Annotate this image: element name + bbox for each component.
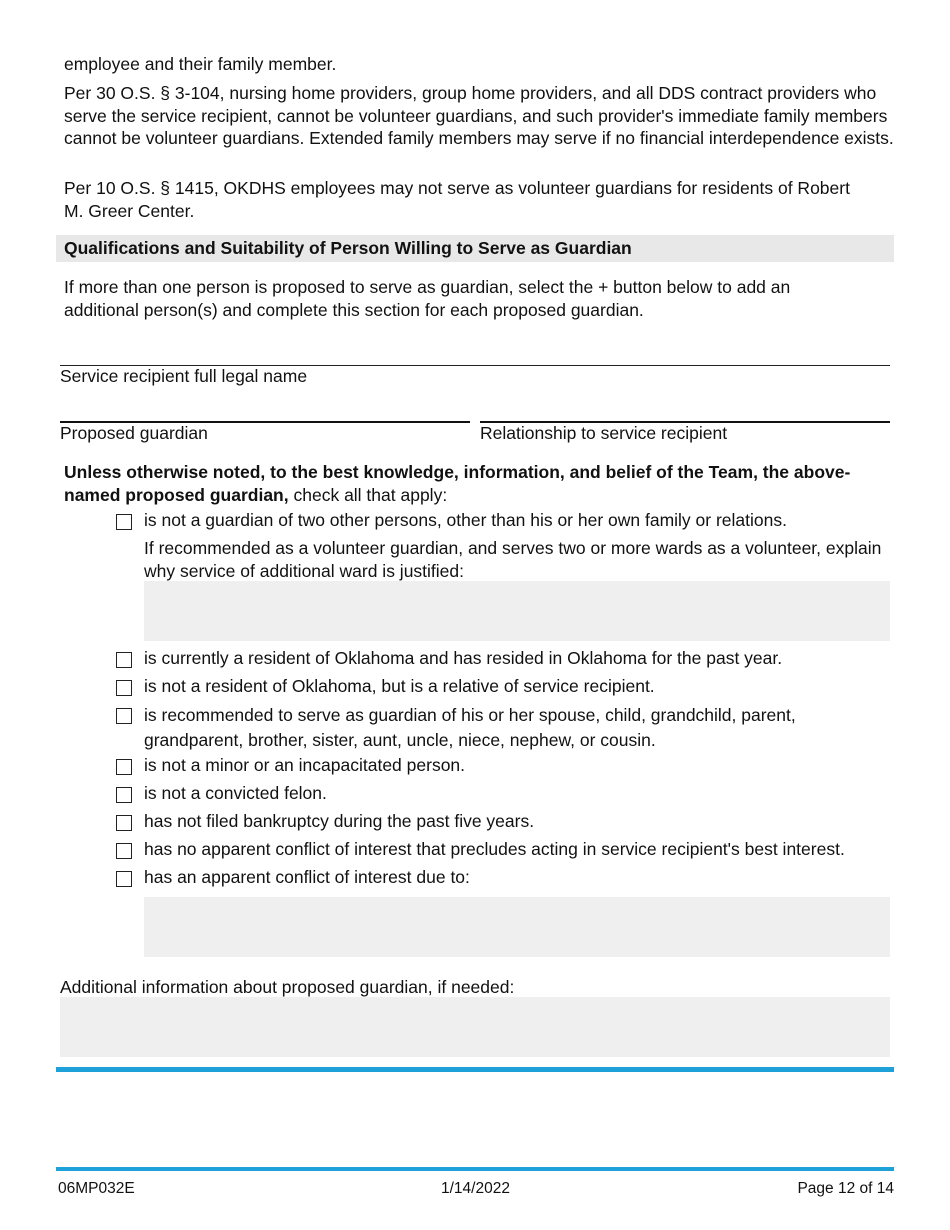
footer-form-number: 06MP032E [58, 1180, 135, 1197]
section-instructions: If more than one person is proposed to serve as guardian, select the + button below to add an additional person(s) and complete this section for each proposed guardian. [64, 277, 791, 320]
intro-continuation: employee and their family member. [64, 54, 337, 74]
checkbox-has-conflict[interactable] [116, 871, 132, 887]
footer-date: 1/14/2022 [441, 1180, 510, 1197]
section-heading-bar [56, 235, 894, 262]
volunteer-explain-label: If recommended as a volunteer guardian, and serves two or more wards as a volunteer, explain why service of additional ward is justified: [144, 538, 882, 581]
proposed-guardian-label: Proposed guardian [60, 423, 208, 443]
item-family-guardian: is recommended to serve as guardian of his or her spouse, child, grandchild, parent, grandparent, brother, sister, aunt, uncle, niece, nephew, or cousin. [144, 705, 796, 750]
checklist-intro [64, 461, 864, 506]
checkbox-oklahoma-resident[interactable] [116, 652, 132, 668]
checklist-intro-bold: Unless otherwise noted, to the best knowledge, information, and belief of the Team, the above-named proposed guardian, [64, 462, 851, 505]
checkbox-family-guardian[interactable] [116, 708, 132, 724]
item-not-minor: is not a minor or an incapacitated person. [144, 755, 466, 775]
checkbox-not-felon[interactable] [116, 787, 132, 803]
item-not-felon: is not a convicted felon. [144, 783, 327, 803]
relationship-label: Relationship to service recipient [480, 423, 728, 443]
service-recipient-label: Service recipient full legal name [60, 366, 308, 386]
section-heading: Qualifications and Suitability of Person Willing to Serve as Guardian [64, 238, 632, 258]
conflict-explain-field[interactable] [144, 897, 890, 957]
item-no-bankruptcy: has not filed bankruptcy during the past five years. [144, 811, 535, 831]
checkbox-not-minor[interactable] [116, 759, 132, 775]
checkbox-nonresident-relative[interactable] [116, 680, 132, 696]
item-oklahoma-resident: is currently a resident of Oklahoma and has resided in Oklahoma for the past year. [144, 648, 783, 668]
intro-paragraph-okdhs-rule: Per 10 O.S. § 1415, OKDHS employees may not serve as volunteer guardians for residents of Robert M. Greer Center. [64, 178, 850, 221]
intro-paragraph-provider-rule: Per 30 O.S. § 3-104, nursing home providers, group home providers, and all DDS contract providers who serve the service recipient, cannot be volunteer guardians, and such provider's immediate family members cannot be volunteer guardians. Extended family members may serve if no financial interdependence exists. [64, 83, 894, 148]
checkbox-not-guardian-of-two[interactable] [116, 514, 132, 530]
item-no-conflict: has no apparent conflict of interest that precludes acting in service recipient's best interest. [144, 839, 845, 859]
footer-rule [56, 1167, 894, 1171]
item-nonresident-relative: is not a resident of Oklahoma, but is a relative of service recipient. [144, 676, 655, 696]
section-end-rule [56, 1067, 894, 1072]
item-not-guardian-of-two: is not a guardian of two other persons, other than his or her own family or relations. [144, 510, 787, 530]
additional-info-label: Additional information about proposed guardian, if needed: [60, 977, 515, 997]
service-recipient-name-field[interactable] [60, 343, 890, 365]
additional-info-field[interactable] [60, 997, 890, 1057]
item-has-conflict: has an apparent conflict of interest due to: [144, 867, 470, 887]
proposed-guardian-field[interactable] [60, 400, 470, 422]
volunteer-explain-field[interactable] [144, 581, 890, 641]
checkbox-no-bankruptcy[interactable] [116, 815, 132, 831]
footer-page-number: Page 12 of 14 [797, 1180, 894, 1197]
checklist-intro-normal: check all that apply: [288, 484, 448, 505]
checkbox-no-conflict[interactable] [116, 843, 132, 859]
relationship-field[interactable] [480, 400, 890, 422]
